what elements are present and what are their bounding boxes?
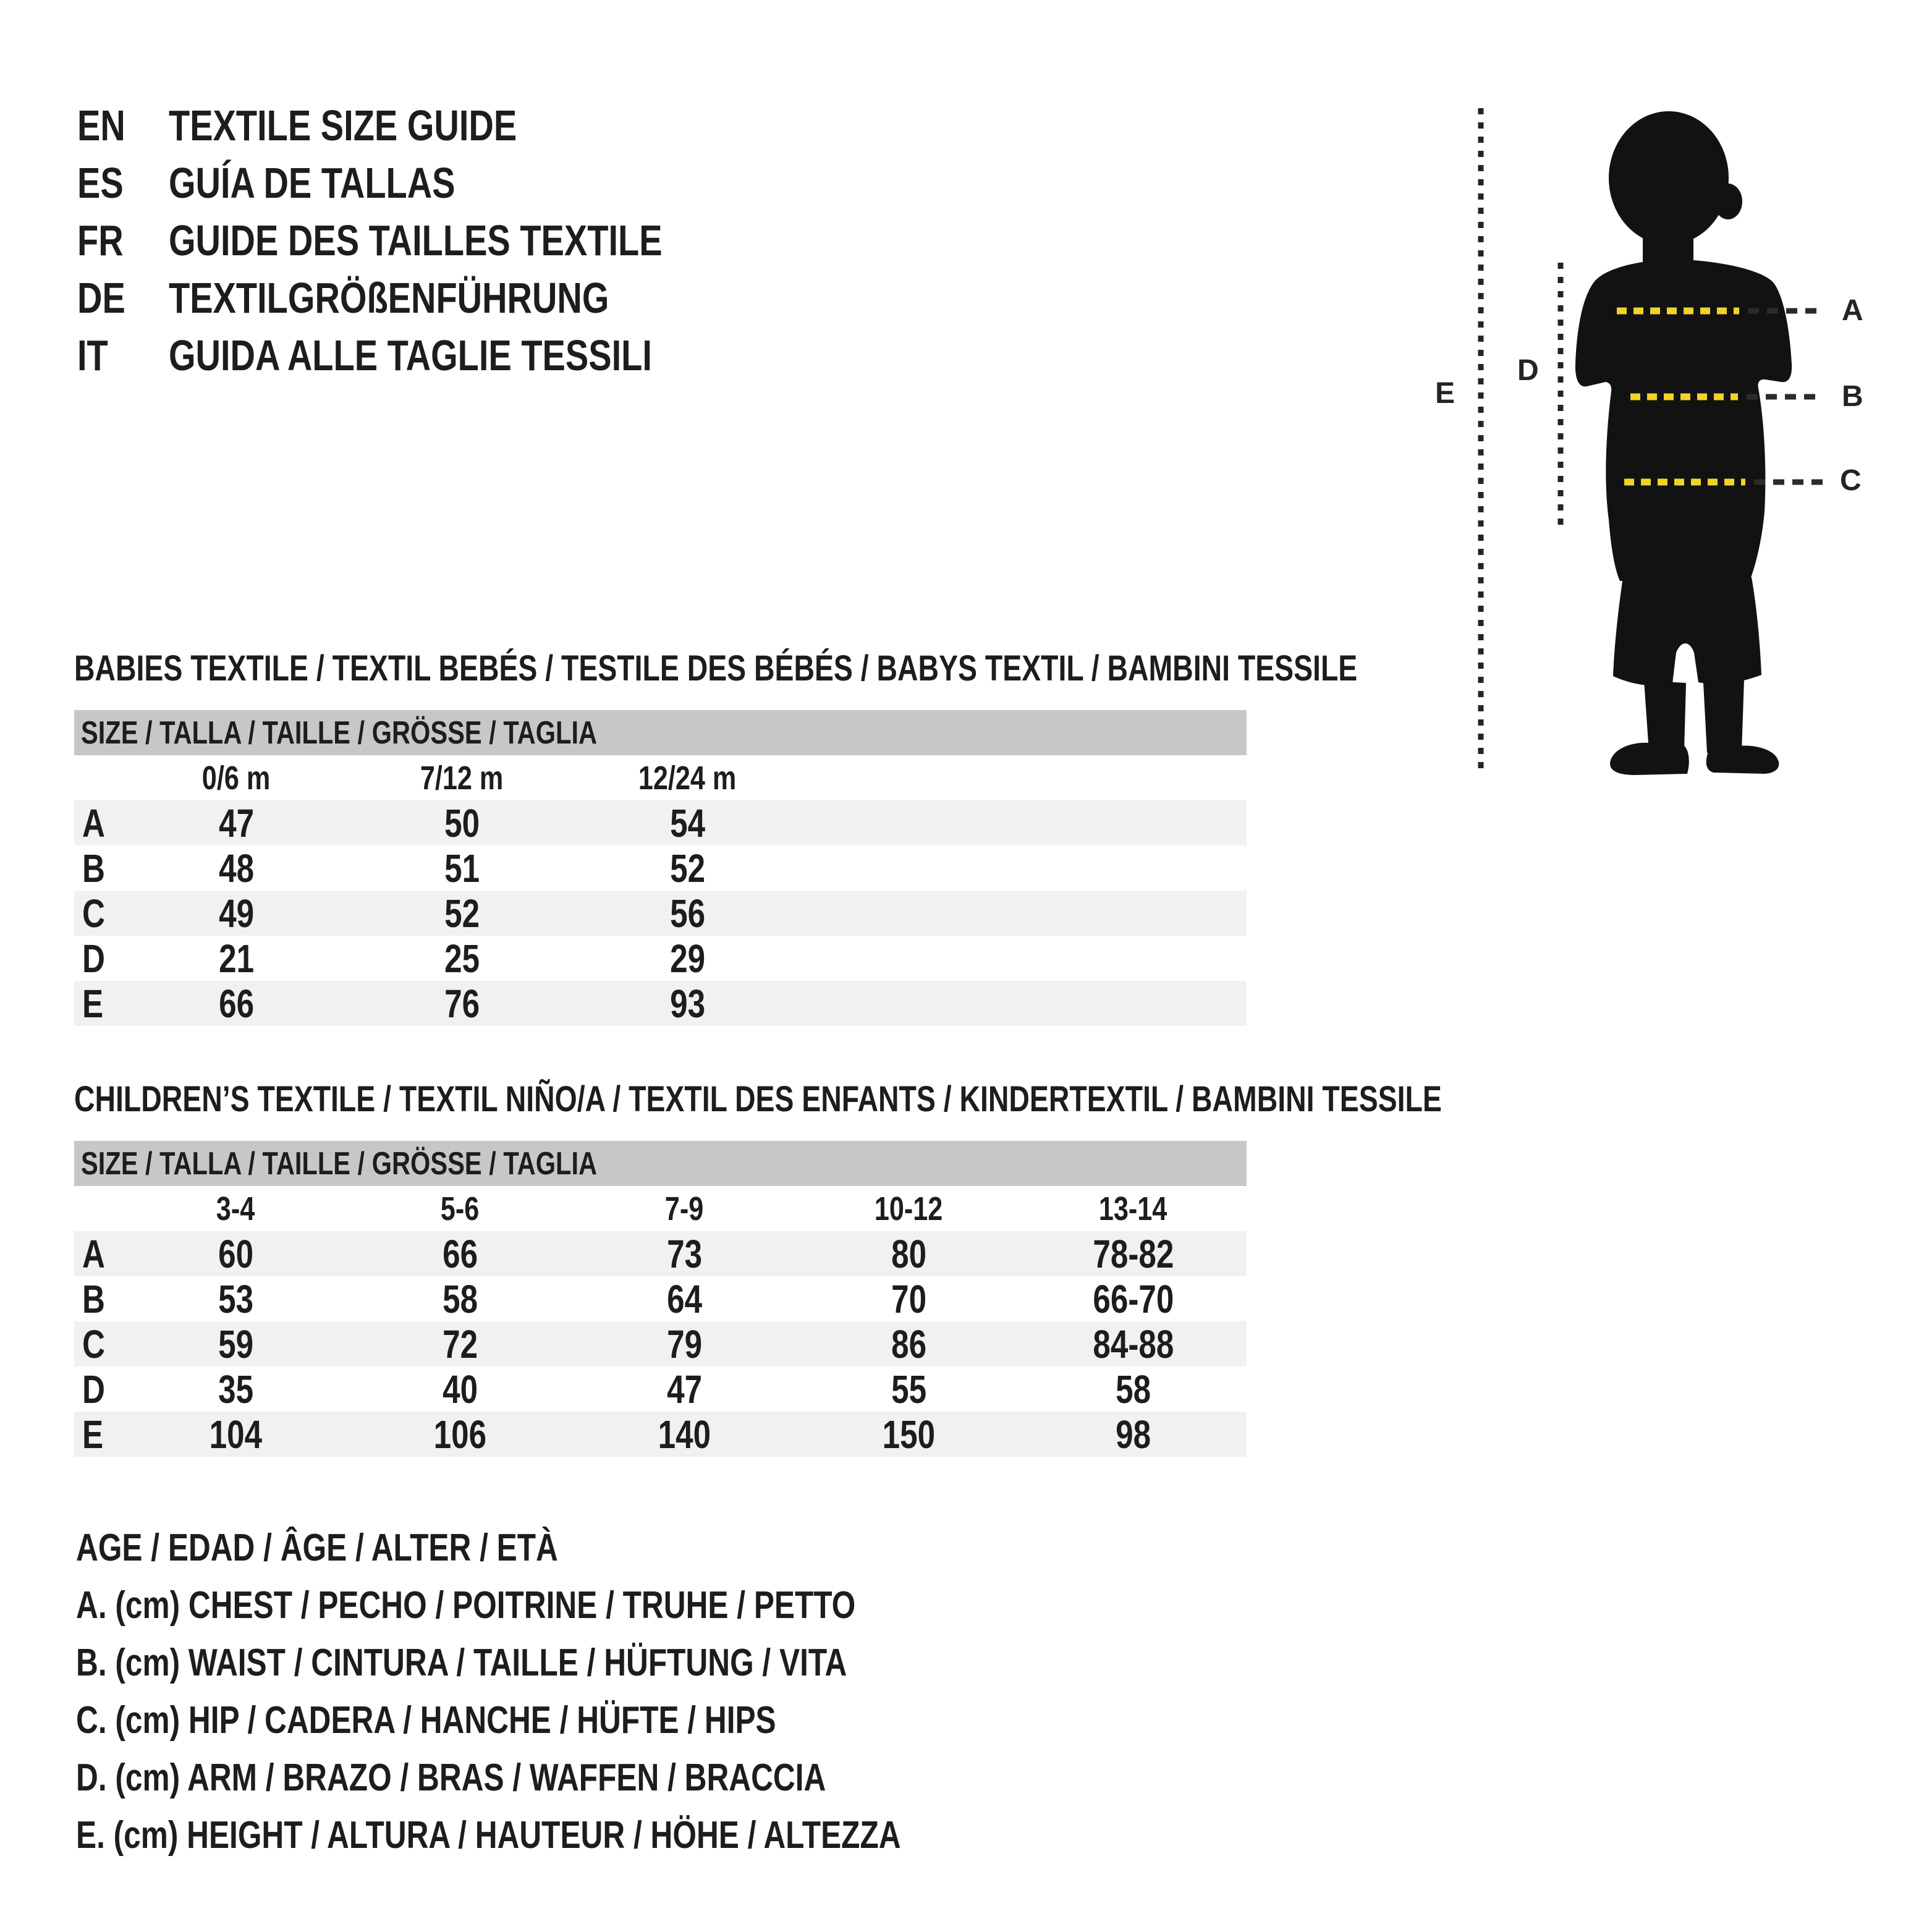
row-label: D	[82, 936, 105, 981]
figure-label-hip-c: C	[1840, 464, 1862, 497]
table-cell: 50	[444, 801, 480, 845]
row-label: E	[82, 1412, 104, 1457]
figure-label-waist-b: B	[1842, 380, 1863, 413]
table-row	[74, 1412, 1247, 1457]
table-cell: 78-82	[1093, 1232, 1174, 1276]
figure-label-height-e: E	[1435, 377, 1455, 410]
table-cell: 52	[670, 846, 705, 891]
table-cell: 79	[667, 1322, 702, 1366]
table-cell: 66	[219, 981, 254, 1026]
children-size-header-label: SIZE / TALLA / TAILLE / GRÖSSE / TAGLIA	[81, 1145, 598, 1182]
table-cell: 56	[670, 891, 705, 936]
table-cell: 66-70	[1093, 1277, 1174, 1321]
table-cell: 93	[670, 981, 705, 1026]
child-silhouette	[1575, 111, 1792, 775]
babies-table	[74, 755, 1247, 1026]
table-row	[74, 800, 1247, 845]
table-row	[74, 845, 1247, 891]
table-cell: 64	[667, 1277, 702, 1321]
table-row	[74, 1321, 1247, 1366]
table-cell: 72	[443, 1322, 478, 1366]
table-cell: 49	[219, 891, 254, 936]
table-cell: 35	[218, 1367, 253, 1412]
babies-table-title: BABIES TEXTILE / TEXTIL BEBÉS / TESTILE DES BÉBÉS / BABYS TEXTIL / BAMBINI TESSILE	[74, 648, 1358, 688]
language-code: ES	[77, 158, 124, 207]
language-title: TEXTILE SIZE GUIDE	[169, 101, 517, 150]
figure-label-chest-a: A	[1842, 294, 1863, 327]
language-code: DE	[77, 273, 125, 322]
row-label: C	[82, 891, 105, 936]
row-label: E	[82, 981, 104, 1026]
column-header-row	[74, 1186, 1247, 1231]
row-label: A	[82, 1232, 105, 1276]
table-cell: 150	[882, 1412, 936, 1457]
table-cell: 51	[444, 846, 480, 891]
measurement-legend	[76, 1519, 1107, 1864]
table-cell: 73	[667, 1232, 702, 1276]
language-title: GUIDE DES TAILLES TEXTILE	[169, 216, 663, 265]
table-cell: 60	[218, 1232, 253, 1276]
language-title: GUÍA DE TALLAS	[169, 158, 455, 207]
legend-line: E. (cm) HEIGHT / ALTURA / HAUTEUR / HÖHE / ALTEZZA	[76, 1814, 901, 1857]
table-cell: 80	[891, 1232, 926, 1276]
column-header: 10-12	[875, 1190, 943, 1227]
table-row	[74, 891, 1247, 936]
row-label: D	[82, 1367, 105, 1412]
language-code: IT	[77, 331, 108, 379]
table-cell: 48	[219, 846, 254, 891]
column-header: 7/12 m	[420, 759, 504, 797]
children-size-header-bar	[74, 1141, 1247, 1186]
legend-line: B. (cm) WAIST / CINTURA / TAILLE / HÜFTUNG / VITA	[76, 1642, 847, 1684]
table-cell: 53	[218, 1277, 253, 1321]
language-row	[77, 211, 786, 269]
language-row	[77, 154, 786, 211]
table-cell: 25	[444, 936, 480, 981]
row-label: B	[82, 846, 105, 891]
language-row	[77, 326, 786, 384]
babies-size-header-bar	[74, 710, 1247, 755]
table-row	[74, 1276, 1247, 1321]
children-table	[74, 1186, 1247, 1457]
column-header: 3-4	[216, 1190, 255, 1227]
table-cell: 76	[444, 981, 480, 1026]
table-cell: 84-88	[1093, 1322, 1174, 1366]
table-cell: 29	[670, 936, 705, 981]
table-cell: 54	[670, 801, 705, 845]
column-header: 12/24 m	[638, 759, 737, 797]
row-label: A	[82, 801, 105, 845]
legend-line: AGE / EDAD / ÂGE / ALTER / ETÀ	[76, 1527, 558, 1569]
babies-table-section	[74, 648, 1358, 1026]
children-table-section	[74, 1079, 1442, 1457]
table-row	[74, 981, 1247, 1026]
legend-line: D. (cm) ARM / BRAZO / BRAS / WAFFEN / BRACCIA	[76, 1756, 826, 1799]
column-header: 0/6 m	[202, 759, 271, 797]
table-cell: 98	[1116, 1412, 1151, 1457]
table-row	[74, 1366, 1247, 1412]
column-header-row	[74, 755, 1247, 800]
table-cell: 47	[667, 1367, 702, 1412]
column-header: 5-6	[441, 1190, 480, 1227]
row-label: C	[82, 1322, 105, 1366]
figure-label-arm-d: D	[1517, 354, 1539, 387]
row-label: B	[82, 1277, 105, 1321]
language-row	[77, 269, 786, 326]
babies-size-header-label: SIZE / TALLA / TAILLE / GRÖSSE / TAGLIA	[81, 714, 598, 751]
language-row	[77, 96, 786, 154]
table-cell: 104	[209, 1412, 263, 1457]
column-header: 7-9	[665, 1190, 704, 1227]
table-cell: 59	[218, 1322, 253, 1366]
language-title: GUIDA ALLE TAGLIE TESSILI	[169, 331, 652, 379]
table-cell: 140	[658, 1412, 711, 1457]
table-row	[74, 1231, 1247, 1276]
table-cell: 55	[891, 1367, 926, 1412]
table-cell: 58	[1116, 1367, 1151, 1412]
legend-line: A. (cm) CHEST / PECHO / POITRINE / TRUHE / PETTO	[76, 1584, 856, 1627]
table-cell: 86	[891, 1322, 926, 1366]
table-cell: 66	[443, 1232, 478, 1276]
table-cell: 106	[433, 1412, 487, 1457]
table-cell: 47	[219, 801, 254, 845]
children-table-title: CHILDREN’S TEXTILE / TEXTIL NIÑO/A / TEXTIL DES ENFANTS / KINDERTEXTIL / BAMBINI TESSILE	[74, 1079, 1442, 1119]
table-cell: 52	[444, 891, 480, 936]
table-cell: 58	[443, 1277, 478, 1321]
table-cell: 21	[219, 936, 254, 981]
table-row	[74, 936, 1247, 981]
column-header: 13-14	[1099, 1190, 1167, 1227]
language-code: EN	[77, 101, 125, 150]
child-silhouette-graphic	[1409, 93, 1932, 797]
legend-line: C. (cm) HIP / CADERA / HANCHE / HÜFTE / HIPS	[76, 1699, 776, 1742]
language-title: TEXTILGRÖßENFÜHRUNG	[169, 273, 609, 322]
table-cell: 70	[891, 1277, 926, 1321]
language-code: FR	[77, 216, 124, 265]
table-cell: 40	[443, 1367, 478, 1412]
language-title-list	[77, 96, 786, 384]
